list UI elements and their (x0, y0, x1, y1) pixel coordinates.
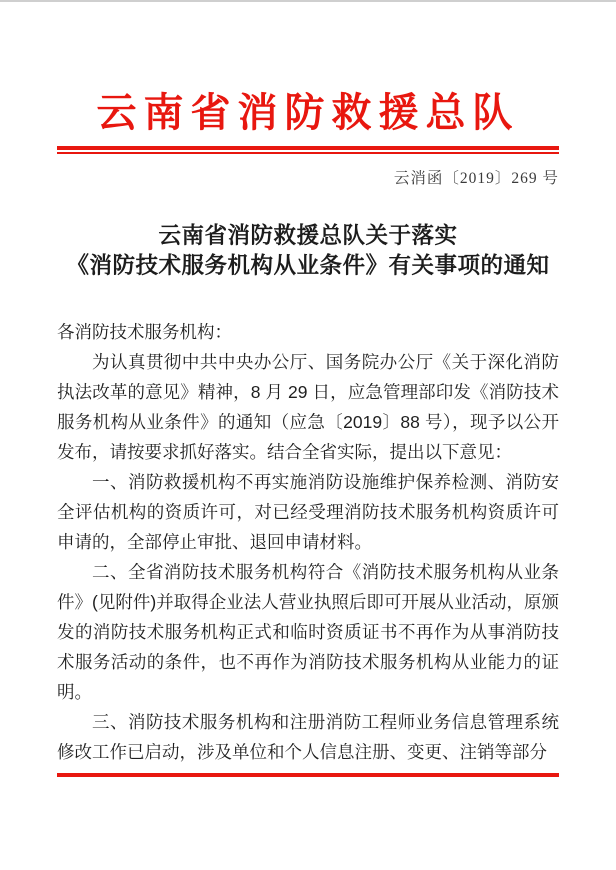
paragraph: 一、消防救援机构不再实施消防设施维护保养检测、消防安全评估机构的资质许可，对已经受理消防技术服务机构资质许可申请的，全部停止审批、退回申请材料。 (57, 472, 559, 552)
paragraph-list (57, 347, 559, 767)
letterhead-divider (57, 146, 559, 154)
letterhead-org-name: 云南省消防救援总队 (96, 91, 520, 135)
document-title-line2: 《消防技术服务机构从业条件》有关事项的通知 (66, 253, 550, 278)
document-content (0, 90, 616, 777)
document-title-line1: 云南省消防救援总队关于落实 (158, 223, 458, 248)
paragraph: 二、全省消防技术服务机构符合《消防技术服务机构从业条件》(见附件)并取得企业法人营业执照后即可开展从业活动，原颁发的消防技术服务机构正式和临时资质证书不再作为从事消防技术服务活动的条件，也不再作为消防技术服务机构从业能力的证明。 (57, 562, 559, 702)
paragraph: 为认真贯彻中共中央办公厅、国务院办公厅《关于深化消防执法改革的意见》精神，8 月 29 日，应急管理部印发《消防技术服务机构从业条件》的通知（应急〔2019〕88 号），现予以公开发布，请按要求抓好落实。结合全省实际，提出以下意见： (57, 352, 559, 462)
footer-divider (57, 773, 559, 777)
document-title (57, 221, 559, 281)
salutation: 各消防技术服务机构： (57, 322, 232, 342)
document-body (57, 317, 559, 767)
document-number: 云消函〔2019〕269 号 (393, 170, 559, 187)
paragraph: 三、消防技术服务机构和注册消防工程师业务信息管理系统修改工作已启动，涉及单位和个人信息注册、变更、注销等部分 (57, 712, 559, 762)
